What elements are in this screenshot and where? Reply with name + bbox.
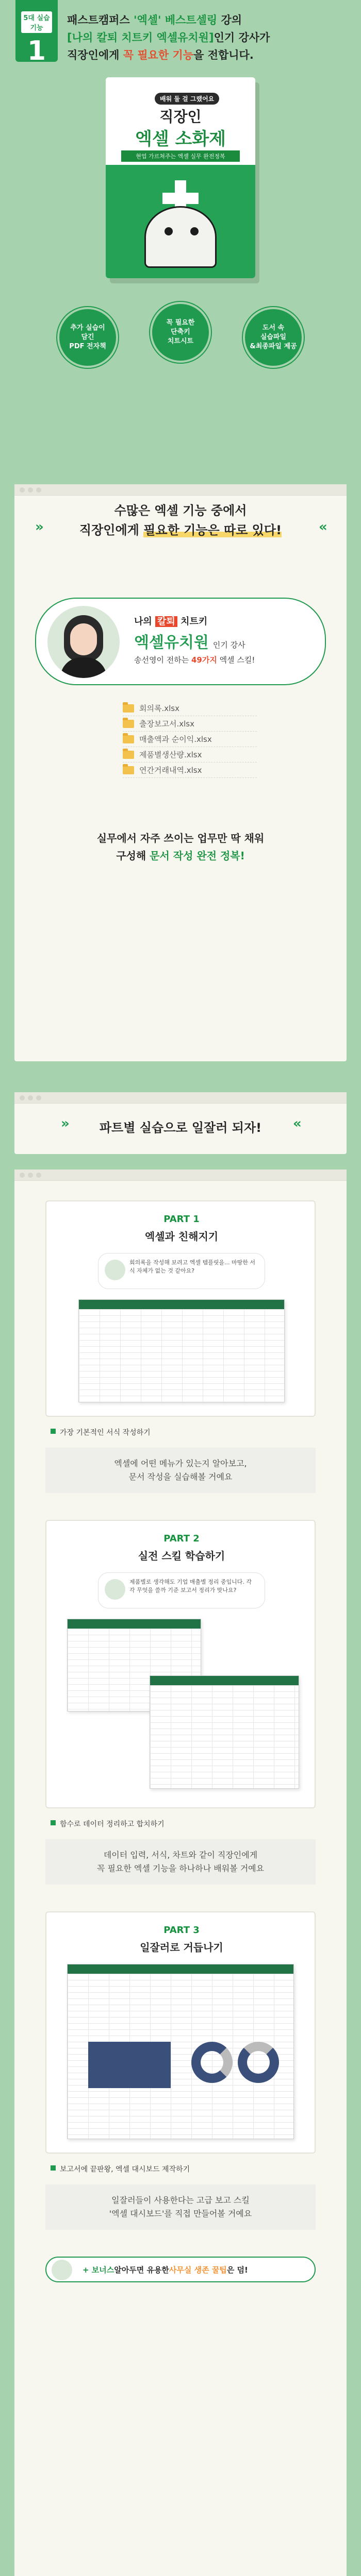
window-dot bbox=[36, 1173, 41, 1178]
instructor-card bbox=[35, 598, 326, 685]
hero-line1-suffix: 강의 bbox=[217, 14, 242, 26]
instructor-desc-highlight: 49가지 bbox=[191, 655, 217, 665]
features-heading-line2-highlight: 필요한 기능은 따로 있다! bbox=[143, 523, 282, 537]
file-item bbox=[123, 762, 257, 778]
folder-icon bbox=[123, 704, 134, 713]
hero-line1-highlight: '엑셀' 베스트셀링 bbox=[134, 14, 218, 26]
excel-grid bbox=[150, 1685, 299, 1788]
mascot-eye bbox=[190, 227, 199, 235]
window-bar bbox=[14, 1170, 347, 1181]
excel-grid bbox=[79, 1309, 284, 1402]
features-heading-line2-prefix: 직장인에게 bbox=[79, 523, 144, 537]
avatar-face bbox=[70, 623, 97, 655]
dashboard-screenshot bbox=[67, 1964, 294, 2139]
instructor-role: 인기 강사 bbox=[212, 640, 245, 650]
features-conclusion-line2-highlight: 문서 작성 완전 정복! bbox=[150, 850, 245, 862]
folder-icon bbox=[123, 735, 134, 743]
mascot-eye bbox=[165, 227, 173, 235]
bonus-banner bbox=[45, 2257, 316, 2282]
badge-number: 1 bbox=[27, 36, 46, 66]
file-name: 회의록.xlsx bbox=[139, 704, 179, 713]
feature-circle-pdf: 추가 실습이 담긴 PDF 전자책 bbox=[59, 309, 116, 366]
part-description-line: 꼭 필요한 엑셀 기능을 하나하나 배워볼 거예요 bbox=[96, 1863, 265, 1873]
features-conclusion-line1: 실무에서 자주 쓰이는 업무만 딱 채워 bbox=[96, 832, 265, 844]
instructor-desc-suffix: 엑셀 스킬! bbox=[217, 655, 255, 665]
avatar bbox=[52, 2260, 72, 2280]
window-bar bbox=[14, 484, 347, 496]
feature-circle-files: 도서 속 실습파일 &최종파일 제공 bbox=[245, 309, 302, 366]
window-dot bbox=[20, 1173, 25, 1178]
book-cover bbox=[106, 77, 255, 278]
avatar-body bbox=[60, 657, 107, 678]
chat-bubble bbox=[98, 1572, 265, 1608]
features-conclusion-line2-prefix: 구성해 bbox=[116, 850, 150, 862]
instructor-desc-prefix: 송선영이 전하는 bbox=[134, 655, 191, 665]
chevron-left-icon: » bbox=[61, 1116, 70, 1131]
hero-section bbox=[0, 0, 361, 464]
instructor-avatar bbox=[47, 606, 120, 678]
instructor-tagline-highlight: 칼퇴 bbox=[155, 616, 177, 627]
excel-ribbon bbox=[68, 1964, 293, 1974]
excel-screenshot bbox=[150, 1675, 299, 1789]
file-name: 매출액과 순이익.xlsx bbox=[139, 735, 212, 744]
window-dot bbox=[20, 487, 25, 493]
part-description-line: 데이터 입력, 서식, 차트와 같이 직장인에게 bbox=[103, 1850, 258, 1860]
practice-section bbox=[0, 1092, 361, 2576]
part-subtitle: 실전 스킬 학습하기 bbox=[138, 1550, 225, 1562]
bonus-prefix: + 보너스 bbox=[83, 2265, 114, 2275]
features-heading-line1: 수많은 엑셀 기능 중에서 bbox=[114, 503, 247, 518]
part-description-line: 일잘러들이 사용한다는 고급 보고 스킬 bbox=[111, 2195, 250, 2205]
feature-circle-shortcut: 꼭 필요한 단축키 치트시트 bbox=[152, 304, 209, 361]
dashboard-donut-2 bbox=[238, 2042, 279, 2083]
window-dot bbox=[28, 487, 33, 493]
hero-line2-highlight: [나의 칼퇴 치트키 엑셀유치원] bbox=[67, 31, 214, 44]
practice-heading: 파트별 실습으로 일잘러 되자! bbox=[99, 1121, 262, 1135]
instructor-desc bbox=[134, 654, 255, 665]
hero-line3-highlight: 꼭 필요한 기능 bbox=[123, 49, 194, 61]
window-dot bbox=[28, 1173, 33, 1178]
chevron-left-icon: » bbox=[35, 519, 44, 535]
window-dot bbox=[36, 487, 41, 493]
excel-ribbon bbox=[79, 1300, 284, 1309]
chat-bubble bbox=[98, 1253, 265, 1289]
bonus-text: 알아두면 유용한 bbox=[114, 2265, 169, 2275]
instructor-name bbox=[134, 630, 245, 652]
instructor-tagline-prefix: 나의 bbox=[134, 616, 156, 627]
dashboard-donut-1 bbox=[191, 2042, 233, 2083]
part-subtitle: 엑셀과 친해지기 bbox=[144, 1230, 219, 1243]
avatar bbox=[105, 1579, 125, 1600]
features-section bbox=[0, 464, 361, 1092]
chevron-right-icon: « bbox=[319, 519, 327, 535]
excel-ribbon bbox=[68, 1619, 201, 1629]
part-caption: 보고서에 끝판왕, 엑셀 대시보드 제작하기 bbox=[45, 2164, 316, 2174]
part-description bbox=[45, 1448, 316, 1493]
file-list bbox=[123, 701, 257, 778]
practice-heading-panel bbox=[14, 1092, 347, 1154]
hero-line1-prefix: 패스트캠퍼스 bbox=[67, 14, 134, 26]
practice-panel bbox=[14, 1170, 347, 2576]
window-dot bbox=[28, 1095, 33, 1100]
instructor-tagline-suffix: 치트키 bbox=[177, 616, 208, 627]
file-item bbox=[123, 716, 257, 732]
hero-line3-prefix: 직장인에게 bbox=[67, 49, 123, 61]
part-description bbox=[45, 2184, 316, 2230]
features-panel bbox=[14, 484, 347, 1061]
badge-label: 5대 실습 기능 bbox=[21, 11, 52, 33]
features-conclusion bbox=[14, 829, 347, 865]
folder-icon bbox=[123, 720, 134, 728]
chat-text: 회의록을 작성해 보려고 엑셀 템플릿을... 마땅한 서식 자체가 없는 것 같아요? bbox=[129, 1259, 255, 1274]
folder-icon bbox=[123, 766, 134, 774]
feature-badge bbox=[15, 0, 58, 66]
excel-ribbon bbox=[150, 1676, 299, 1685]
file-item bbox=[123, 701, 257, 716]
mascot-illustration bbox=[144, 206, 217, 268]
window-dot bbox=[36, 1095, 41, 1100]
part-caption: 함수로 데이터 정리하고 합치하기 bbox=[45, 1819, 316, 1829]
hero-line2-suffix: 인기 강사가 bbox=[214, 31, 270, 44]
bonus-highlight: 사무실 생존 꿀팁 bbox=[169, 2265, 227, 2275]
part-subtitle: 일잘러로 거듭나기 bbox=[140, 1941, 223, 1954]
chevron-right-icon: « bbox=[293, 1116, 302, 1131]
book-title-2: 엑셀 소화제 bbox=[135, 129, 226, 149]
book-subtitle: 현업 가르쳐주는 엑셀 실무 완전정복 bbox=[121, 150, 240, 162]
avatar bbox=[105, 1260, 125, 1280]
instructor-tagline bbox=[134, 614, 207, 628]
file-name: 연간거래내역.xlsx bbox=[139, 766, 202, 775]
hero-line3-suffix: 을 전합니다. bbox=[193, 49, 254, 61]
part-card-2 bbox=[45, 1520, 316, 1808]
excel-screenshot bbox=[78, 1299, 285, 1402]
chat-text: 제품별로 생각해도 기업 매출별 정리 중입니다. 각각 무엇을 쓸까 기준 보고서 정리가 맞나요? bbox=[129, 1579, 252, 1594]
file-item bbox=[123, 747, 257, 762]
dashboard-bar-panel bbox=[88, 2042, 171, 2088]
book-title-1: 직장인 bbox=[159, 108, 202, 125]
file-name: 출장보고서.xlsx bbox=[139, 719, 194, 728]
part-description-line: 엑셀에 어떤 메뉴가 있는지 알아보고, bbox=[114, 1459, 247, 1468]
part-description-line: 문서 작성을 실습해볼 거예요 bbox=[128, 1472, 233, 1482]
bonus-suffix: 은 덤! bbox=[226, 2265, 248, 2275]
part-card-1 bbox=[45, 1200, 316, 1417]
features-heading bbox=[14, 501, 347, 540]
part-description-line: '엑셀 대시보드'를 직접 만들어볼 거예요 bbox=[109, 2209, 252, 2218]
file-name: 제품별생산량.xlsx bbox=[139, 750, 202, 759]
hero-headline bbox=[67, 11, 356, 64]
book-pill: 배워 둘 걸 그랬어요 bbox=[155, 93, 219, 105]
folder-icon bbox=[123, 751, 134, 759]
part-title: PART 2 bbox=[163, 1533, 200, 1544]
part-title: PART 1 bbox=[163, 1214, 200, 1225]
part-description bbox=[45, 1839, 316, 1885]
part-title: PART 3 bbox=[163, 1925, 200, 1936]
part-card-3 bbox=[45, 1911, 316, 2154]
file-item bbox=[123, 732, 257, 747]
instructor-name-text: 엑셀유치원 bbox=[134, 634, 209, 652]
window-dot bbox=[20, 1095, 25, 1100]
part-caption: 가장 기본적인 서식 작성하기 bbox=[45, 1427, 316, 1437]
window-bar bbox=[14, 1092, 347, 1104]
